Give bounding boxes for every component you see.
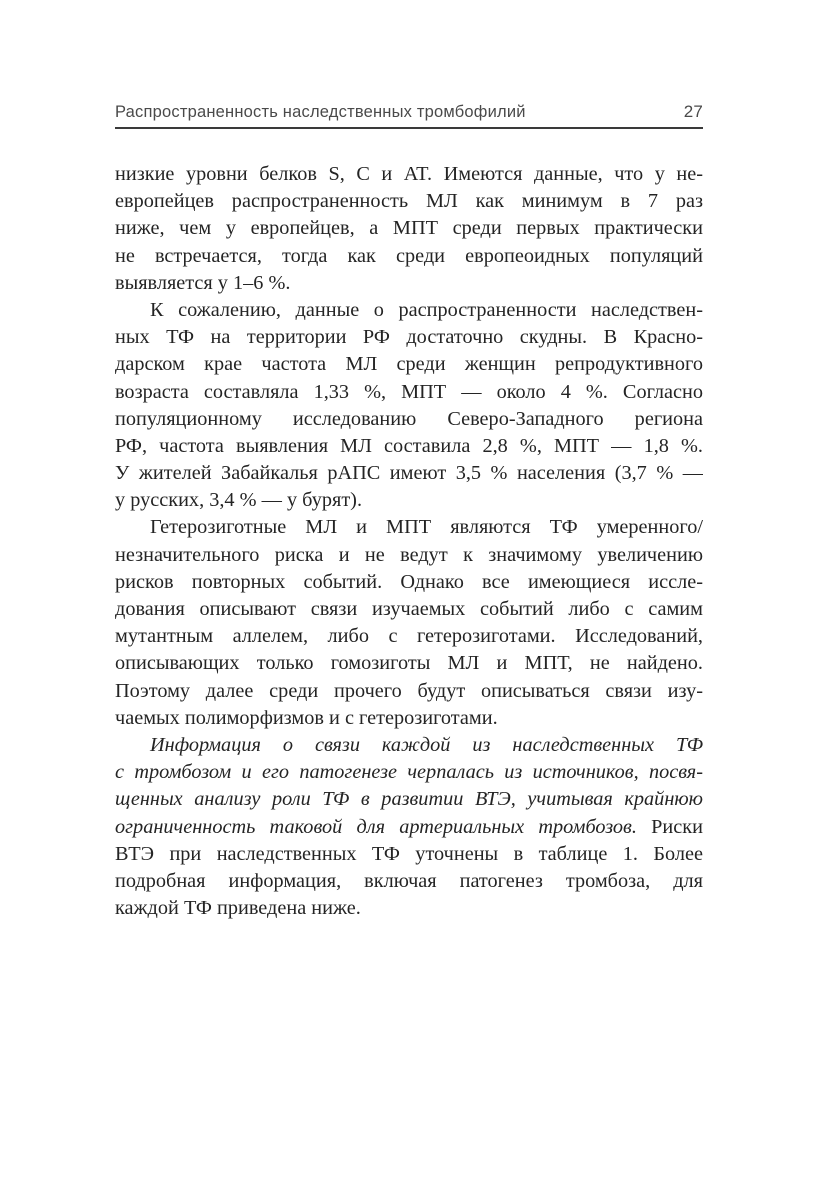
page-number: 27 xyxy=(683,102,703,121)
text-segment: дарском крае частота МЛ среди женщин репродуктивного xyxy=(115,353,703,376)
text-line xyxy=(115,188,703,215)
text-segment: мутантным аллелем, либо с гетерозиготами. Исследований, xyxy=(115,625,703,648)
text-segment: дования описывают связи изучаемых событий либо с самим xyxy=(115,598,703,620)
header-rule xyxy=(115,127,703,129)
text-segment: К сожалению, данные о распространенности наследствен- xyxy=(150,298,703,321)
text-segment: У жителей Забайкалья рАПС имеют 3,5 % населения (3,7 % — xyxy=(115,462,703,485)
paragraph xyxy=(115,161,703,297)
text-segment: не встречается, тогда как среди европеоидных популяций xyxy=(115,244,703,267)
text-line xyxy=(115,243,703,270)
text-segment: ниже, чем у европейцев, а МПТ среди первых практически xyxy=(115,217,703,240)
text-line xyxy=(115,514,703,541)
text-line xyxy=(115,596,703,623)
text-line xyxy=(115,161,703,188)
text-segment: ВТЭ при наследственных ТФ уточнены в таблице 1. Более xyxy=(115,842,703,865)
text-line xyxy=(115,270,703,297)
italic-text-segment: щенных анализу роли ТФ в развитии ВТЭ, учитывая крайнюю xyxy=(115,788,703,811)
text-line xyxy=(115,406,703,433)
text-line xyxy=(115,705,703,732)
text-segment: у русских, 3,4 % — у бурят). xyxy=(115,489,363,512)
text-line xyxy=(115,215,703,242)
page-body xyxy=(115,161,703,922)
text-segment: чаемых полиморфизмов и с гетерозиготами. xyxy=(115,706,498,729)
text-segment: Гетерозиготные МЛ и МПТ являются ТФ умеренного/ xyxy=(150,516,703,539)
italic-text-segment: ограниченность таковой для артериальных тромбозов. xyxy=(115,815,637,838)
italic-text-segment: Информация о связи каждой из наследственных ТФ xyxy=(150,733,703,756)
text-segment: европейцев распространенность МЛ как минимум в 7 раз xyxy=(115,190,703,213)
text-segment: Поэтому далее среди прочего будут описываться связи изу- xyxy=(115,679,703,702)
paragraph xyxy=(115,514,703,732)
text-line xyxy=(115,678,703,705)
text-segment: популяционному исследованию Северо-Западного региона xyxy=(115,407,703,430)
text-line xyxy=(115,868,703,895)
running-header-title: Распространенность наследственных тромбофилий xyxy=(115,103,526,121)
text-line xyxy=(115,351,703,378)
text-line xyxy=(115,297,703,324)
text-segment: низкие уровни белков S, C и AT. Имеются данные, что у не- xyxy=(115,163,703,185)
paragraph xyxy=(115,297,703,515)
text-line xyxy=(115,542,703,569)
text-line xyxy=(115,814,703,841)
text-segment: РФ, частота выявления МЛ составила 2,8 %, МПТ — 1,8 %. xyxy=(115,434,703,457)
text-line xyxy=(115,623,703,650)
text-line xyxy=(115,460,703,487)
text-segment: возраста составляла 1,33 %, МПТ — около 4 %. Согласно xyxy=(115,380,703,403)
text-line xyxy=(115,379,703,406)
text-segment: рисков повторных событий. Однако все имеющиеся иссле- xyxy=(115,570,703,593)
text-segment: описывающих только гомозиготы МЛ и МПТ, не найдено. xyxy=(115,652,703,675)
text-segment: каждой ТФ приведена ниже. xyxy=(115,897,361,920)
paragraph xyxy=(115,732,703,922)
text-line xyxy=(115,650,703,677)
text-line xyxy=(115,759,703,786)
text-segment: Риски xyxy=(636,815,703,838)
text-line xyxy=(115,786,703,813)
italic-text-segment: с тромбозом и его патогенезе черпалась из источников, посвя- xyxy=(115,761,703,784)
text-segment: ных ТФ на территории РФ достаточно скудны. В Красно- xyxy=(115,326,703,349)
text-line xyxy=(115,841,703,868)
text-line xyxy=(115,732,703,759)
text-line xyxy=(115,324,703,351)
text-line xyxy=(115,895,703,922)
text-segment: выявляется у 1–6 %. xyxy=(115,271,291,294)
text-line xyxy=(115,433,703,460)
running-header xyxy=(115,101,703,123)
text-segment: незначительного риска и не ведут к значимому увеличению xyxy=(115,543,703,566)
text-line xyxy=(115,487,703,514)
text-segment: подробная информация, включая патогенез тромбоза, для xyxy=(115,869,703,892)
text-line xyxy=(115,569,703,596)
